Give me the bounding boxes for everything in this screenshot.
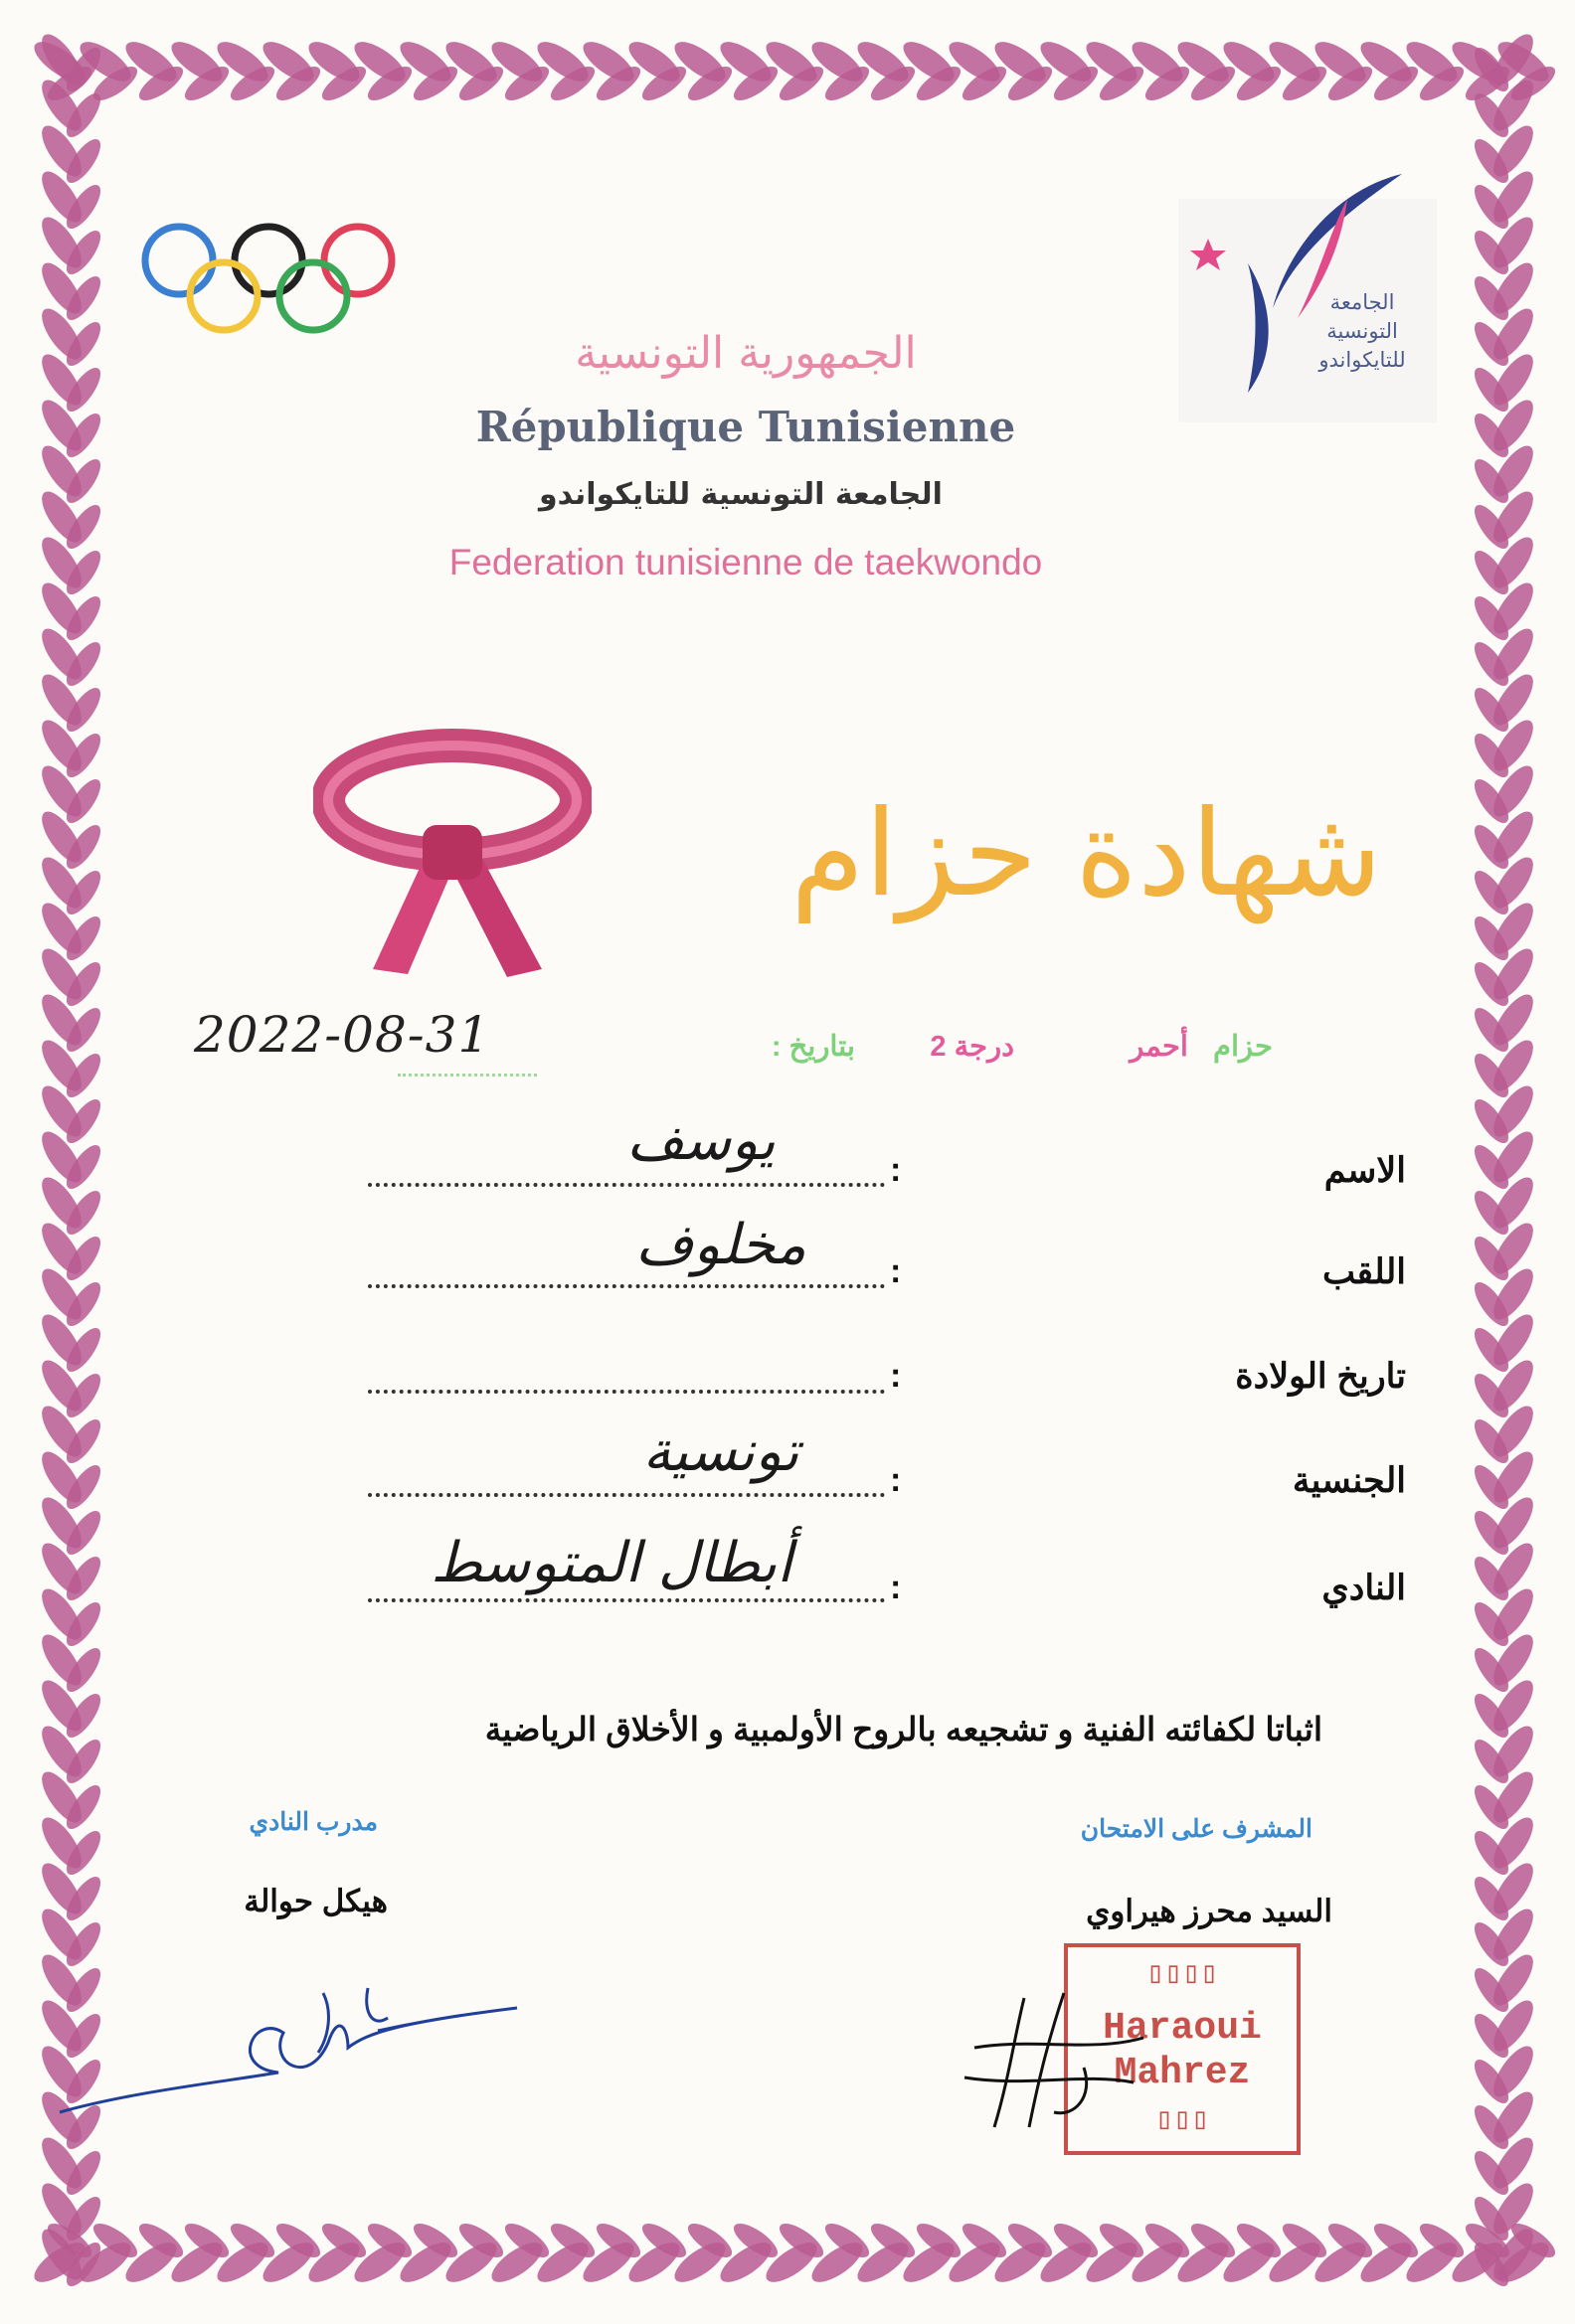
republic-arabic: الجمهورية التونسية [575, 328, 917, 379]
stamp-line1: Haraoui [1103, 2007, 1262, 2050]
federation-logo-text [1283, 288, 1442, 375]
logo-text-line2: التونسية [1326, 319, 1398, 343]
field-colon-surname: : [890, 1252, 902, 1290]
belt-degree: درجة 2 [930, 1031, 1014, 1063]
field-dots-surname [368, 1284, 885, 1288]
red-belt-icon [313, 721, 592, 999]
signature-coach [50, 1973, 527, 2132]
belt-label: حزام [1213, 1031, 1273, 1063]
field-colon-birthdate: : [890, 1357, 902, 1395]
supervisor-title: المشرف على الامتحان [1080, 1815, 1312, 1843]
date-dotted-line [398, 1074, 537, 1077]
stamp-line2: Mahrez [1114, 2052, 1251, 2094]
coach-name: هيكل حوالة [244, 1884, 388, 1918]
stamp-seal: ▯▯▯▯ Haraoui Mahrez ▯▯▯ [1064, 1943, 1301, 2155]
logo-text-line3: للتايكواندو [1318, 348, 1406, 372]
belt-date-value: 2022-08-31 [194, 1006, 491, 1064]
logo-text-line1: الجامعة [1329, 290, 1395, 314]
field-dots-name [368, 1183, 885, 1187]
olympic-rings-icon [134, 219, 413, 338]
field-dots-nationality [368, 1493, 885, 1497]
federation-arabic: الجامعة التونسية للتايكواندو [539, 477, 943, 512]
field-colon-club: : [890, 1569, 902, 1606]
certificate-statement: اثباتا لكفائته الفنية و تشجيعه بالروح الأولمبية و الأخلاق الرياضية [484, 1711, 1322, 1747]
field-dots-club [368, 1598, 885, 1602]
federation-french: Federation tunisienne de taekwondo [448, 542, 1043, 582]
field-label-birthdate: تاريخ الولادة [1235, 1357, 1406, 1396]
field-dots-birthdate [368, 1390, 885, 1394]
republic-french: République Tunisienne [475, 403, 1016, 451]
field-label-club: النادي [1321, 1569, 1406, 1607]
belt-color: أحمر [1130, 1031, 1188, 1063]
coach-title: مدرب النادي [249, 1808, 378, 1836]
belt-date-label: بتاريخ : [771, 1031, 855, 1063]
field-colon-nationality: : [890, 1461, 902, 1499]
certificate-title: شهادة حزام [790, 785, 1382, 923]
signature-supervisor [955, 1978, 1153, 2137]
field-value-name: يوسف [626, 1108, 776, 1173]
field-label-nationality: الجنسية [1292, 1461, 1406, 1500]
field-value-nationality: تونسية [642, 1419, 799, 1484]
field-label-name: الاسم [1323, 1151, 1406, 1190]
field-value-club: أبطال المتوسط [431, 1531, 792, 1595]
belt-info-line [477, 1029, 1273, 1088]
supervisor-name: السيد محرز هيراوي [1086, 1894, 1332, 1928]
field-label-surname: اللقب [1321, 1252, 1406, 1291]
field-value-surname: مخلوف [635, 1213, 806, 1277]
field-colon-name: : [890, 1151, 902, 1189]
